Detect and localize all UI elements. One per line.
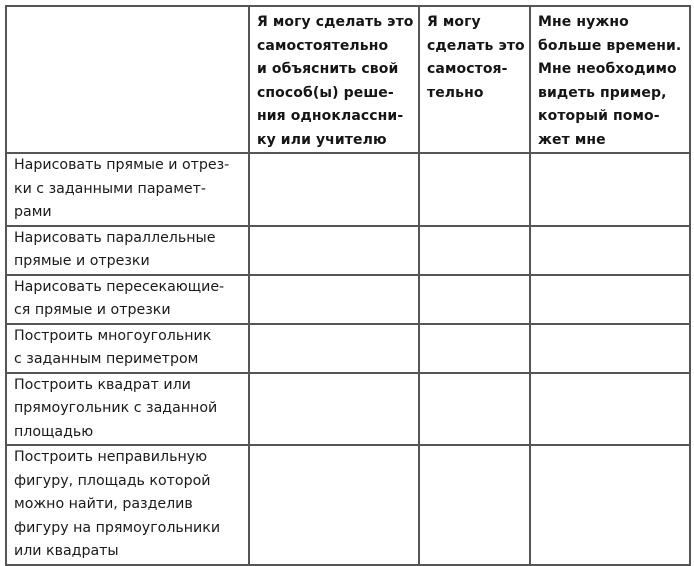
header-line: способ(ы) реше- (257, 84, 394, 101)
header-line: видеть пример, (538, 84, 667, 101)
table-row (6, 275, 690, 324)
header-line: жет мне (538, 131, 606, 148)
check-cell-can-explain[interactable] (249, 226, 419, 275)
check-cell-can-do-alone[interactable] (419, 324, 530, 373)
check-cell-can-explain[interactable] (249, 324, 419, 373)
skill-cell (6, 373, 249, 446)
self-assessment-table (5, 5, 691, 566)
header-line: больше времени. (538, 37, 682, 54)
header-line: самостоя- (427, 61, 508, 77)
check-cell-need-more-time[interactable] (530, 373, 690, 446)
table-row (6, 226, 690, 275)
skill-line: площадью (14, 423, 94, 440)
header-cell-can-do-alone (419, 6, 530, 153)
header-cell-empty (6, 6, 249, 153)
skill-cell (6, 324, 249, 373)
skill-line: Построить квадрат или (14, 376, 191, 393)
skill-line: можно найти, разделив (14, 496, 193, 512)
header-line: Мне нужно (538, 14, 629, 30)
header-line: сделать это (427, 37, 525, 54)
check-cell-can-explain[interactable] (249, 373, 419, 446)
header-line: который помо- (538, 108, 660, 124)
header-cell-need-more-time (530, 6, 690, 153)
table-row (6, 445, 690, 565)
header-line: ния одноклассни- (257, 108, 404, 124)
check-cell-need-more-time[interactable] (530, 324, 690, 373)
check-cell-can-explain[interactable] (249, 275, 419, 324)
table-row (6, 324, 690, 373)
skill-line: Нарисовать прямые и отрез- (14, 157, 230, 173)
check-cell-need-more-time[interactable] (530, 153, 690, 226)
header-line: тельно (427, 84, 484, 101)
skill-line: Построить многоугольник (14, 327, 212, 344)
skill-cell (6, 226, 249, 275)
skill-line: Построить неправильную (14, 449, 208, 465)
check-cell-can-do-alone[interactable] (419, 445, 530, 565)
check-cell-can-do-alone[interactable] (419, 275, 530, 324)
skill-line: прямые и отрезки (14, 253, 150, 269)
skill-line: фигуру, площадь которой (14, 472, 211, 489)
skill-line: ся прямые и отрезки (14, 302, 171, 318)
header-cell-can-explain (249, 6, 419, 153)
skill-cell (6, 275, 249, 324)
header-line: Я могу сделать это (257, 14, 414, 30)
header-line: самостоятельно (257, 37, 389, 54)
skill-cell (6, 153, 249, 226)
skill-line: или квадраты (14, 543, 119, 559)
check-cell-need-more-time[interactable] (530, 275, 690, 324)
skill-cell (6, 445, 249, 565)
header-line: ку или учителю (257, 131, 387, 148)
check-cell-can-do-alone[interactable] (419, 153, 530, 226)
skill-line: рами (14, 204, 52, 220)
check-cell-can-explain[interactable] (249, 445, 419, 565)
check-cell-can-do-alone[interactable] (419, 373, 530, 446)
skill-line: Нарисовать параллельные (14, 229, 216, 246)
table-row (6, 153, 690, 226)
header-line: Мне необходимо (538, 61, 677, 77)
skill-line: Нарисовать пересекающие- (14, 278, 225, 295)
skill-line: ки с заданными парамет- (14, 180, 207, 197)
check-cell-need-more-time[interactable] (530, 226, 690, 275)
header-row (6, 6, 690, 153)
table-row (6, 373, 690, 446)
check-cell-need-more-time[interactable] (530, 445, 690, 565)
check-cell-can-explain[interactable] (249, 153, 419, 226)
header-line: Я могу (427, 14, 481, 30)
skill-line: прямоугольник с заданной (14, 400, 218, 416)
skill-line: с заданным периметром (14, 351, 199, 367)
skill-line: фигуру на прямоугольники (14, 519, 221, 536)
check-cell-can-do-alone[interactable] (419, 226, 530, 275)
header-line: и объяснить свой (257, 61, 399, 77)
